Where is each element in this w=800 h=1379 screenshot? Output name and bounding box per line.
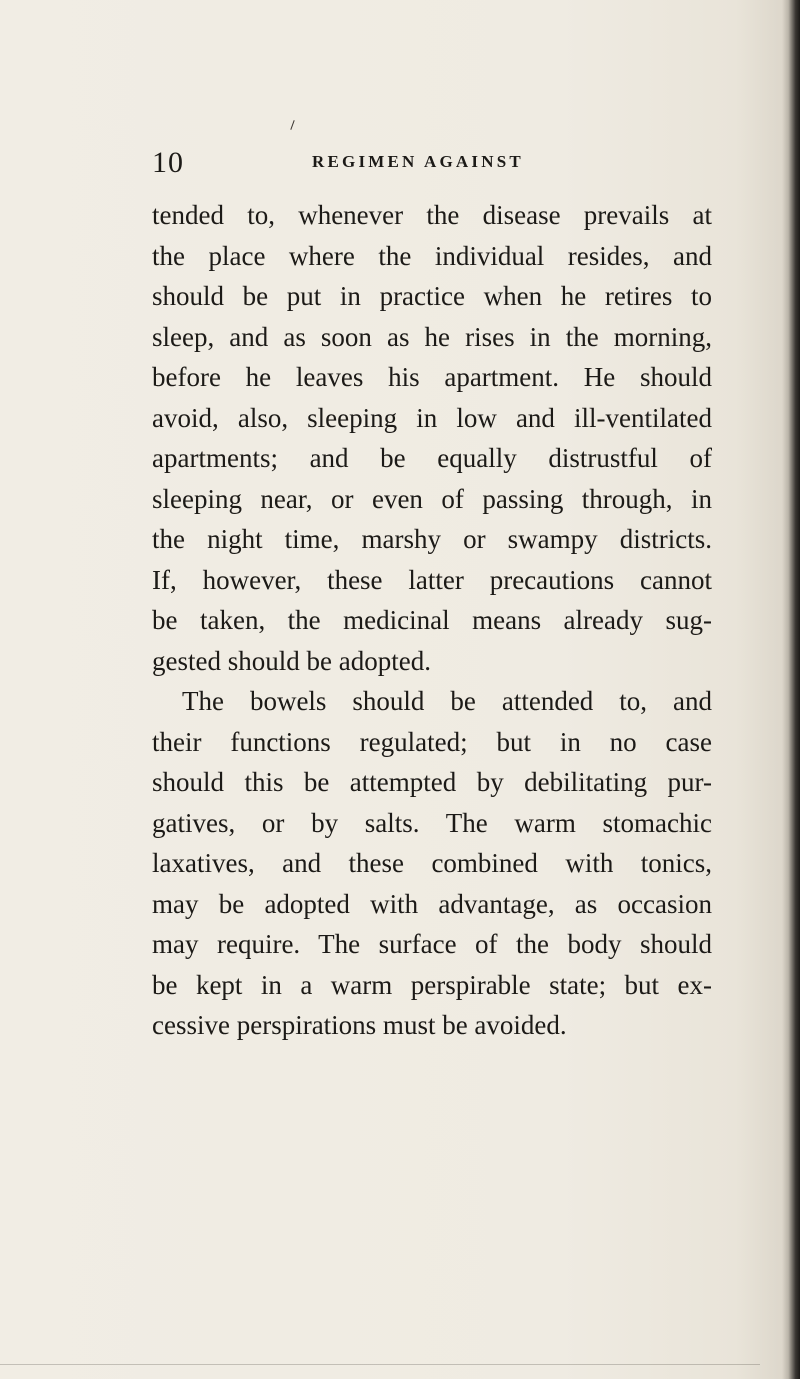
text-line: may require. The surface of the body should	[152, 929, 712, 959]
text-line: be taken, the medicinal means already sug-	[152, 605, 712, 635]
text-line: the night time, marshy or swampy districts.	[152, 524, 712, 554]
text-line: avoid, also, sleeping in low and ill-ventilated	[152, 402, 712, 433]
text-line: apartments; and be equally distrustful of	[152, 443, 712, 473]
text-line: before he leaves his apartment. He should	[152, 362, 712, 392]
text-line: gatives, or by salts. The warm stomachic	[152, 807, 712, 838]
text-line: may be adopted with advantage, as occasion	[152, 888, 712, 919]
ink-mark	[290, 120, 294, 130]
text-line: should this be attempted by debilitating pur-	[152, 767, 712, 797]
text-line: gested should be adopted.	[152, 645, 431, 676]
text-line: be kept in a warm perspirable state; but ex-	[152, 969, 712, 1000]
page-binding-edge	[782, 0, 800, 1379]
text-line: The bowels should be attended to, and	[182, 686, 712, 716]
text-line: sleep, and as soon as he rises in the morning,	[152, 321, 712, 352]
text-line: should be put in practice when he retires to	[152, 281, 712, 311]
text-line: cessive perspirations must be avoided.	[152, 1010, 567, 1040]
page-header	[152, 145, 572, 185]
text-line: the place where the individual resides, and	[152, 240, 712, 271]
text-line: tended to, whenever the disease prevails at	[152, 200, 712, 230]
page-bottom-rule	[0, 1364, 760, 1365]
text-line: sleeping near, or even of passing through, in	[152, 483, 712, 514]
body-text	[152, 195, 712, 1046]
text-line: If, however, these latter precautions cannot	[152, 564, 712, 595]
page-number: 10	[152, 146, 184, 179]
text-line: their functions regulated; but in no case	[152, 726, 712, 757]
running-head: REGIMEN AGAINST	[312, 152, 524, 171]
text-line: laxatives, and these combined with tonics,	[152, 848, 712, 878]
